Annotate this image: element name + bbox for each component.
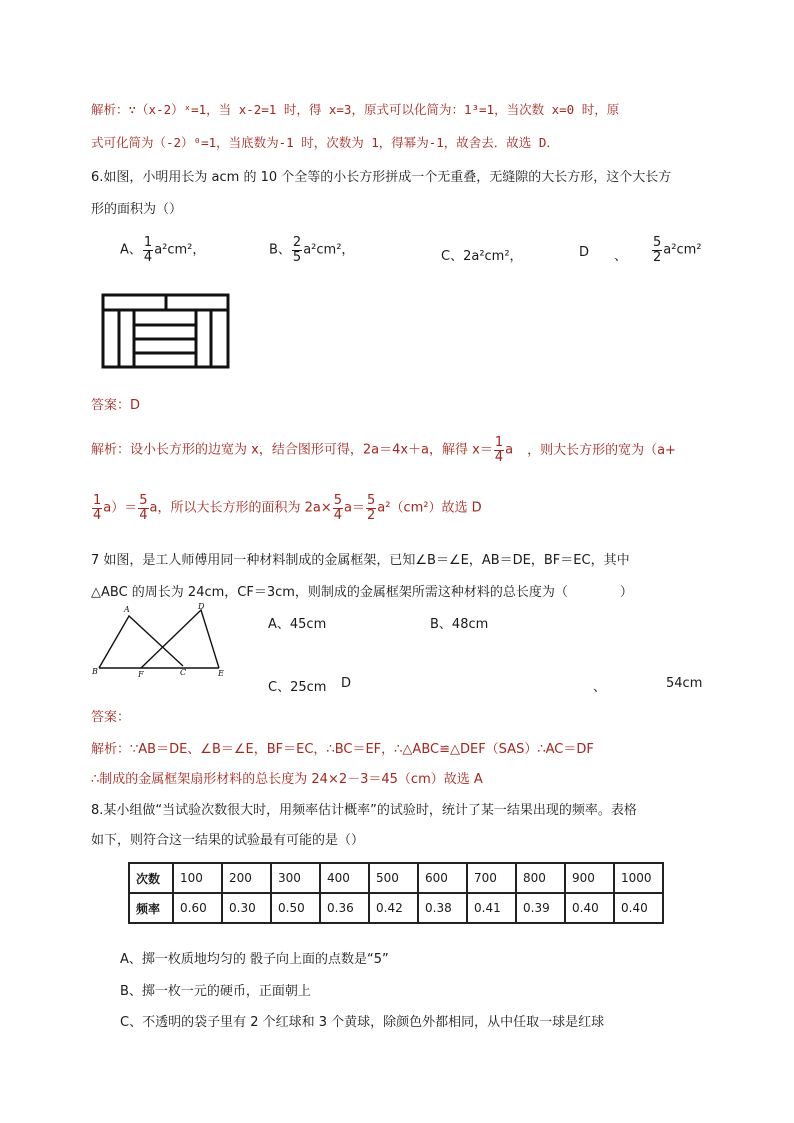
q7-triangle-figure — [91, 602, 235, 678]
row-header-freq: 频率 — [129, 893, 173, 923]
q7-option-d-label: D — [341, 676, 352, 691]
q7-option-d-sep: 、 — [593, 680, 607, 695]
table-cell: 400 — [320, 863, 369, 893]
table-cell: 0.42 — [369, 893, 418, 923]
q6-option-d: $\frac{5}{2}$ a²cm² — [653, 235, 702, 265]
table-cell: 0.40 — [565, 893, 614, 923]
analysis-q5-line2: 式可化简为（-2）⁰=1，当底数为-1 时，次数为 1，得幂为-1，故舍去．故选 D． — [91, 135, 559, 150]
q6-option-d-label: D — [579, 245, 590, 260]
q6-option-c: C、2a²cm²， — [441, 249, 523, 264]
vertex-label-e: E — [218, 669, 224, 678]
q7-option-a: A、45cm — [268, 617, 327, 632]
row-header-count: 次数 — [129, 863, 173, 893]
table-cell: 100 — [173, 863, 222, 893]
analysis-q5-line1: 解析：∵（x-2）ˣ=1，当 x-2=1 时，得 x=3，原式可以化简为：1³=1，当次数 x=0 时，原 — [91, 102, 620, 117]
q8-option-a: A、掷一枚质地均匀的 骰子向上面的点数是“5” — [120, 952, 389, 967]
table-cell: 500 — [369, 863, 418, 893]
table-cell: 700 — [467, 863, 516, 893]
q6-analysis-line2: $\frac{1}{4}$ a）＝ $\frac{5}{4}$ a，所以大长方形的面积为 2a× $\frac{5}{4}$ a＝ $\frac{5}{2}$ a²（cm²）故选 D — [93, 493, 482, 523]
q8-stem-line2: 如下，则符合这一结果的试验最有可能的是（） — [91, 833, 365, 848]
table-cell: 0.41 — [467, 893, 516, 923]
q6-option-a: A、 $\frac{1}{4}$ a²cm²， — [120, 235, 206, 265]
table-cell: 0.40 — [614, 893, 663, 923]
frequency-table — [128, 862, 664, 924]
table-cell: 0.60 — [173, 893, 222, 923]
q6-stem-line2: 形的面积为（） — [91, 202, 183, 217]
q7-analysis-line1: 解析：∵AB＝DE、∠B＝∠E，BF＝EC，∴BC＝EF，∴△ABC≌△DEF（SAS）∴AC＝DF — [91, 742, 594, 757]
q8-option-c: C、不透明的袋子里有 2 个红球和 3 个黄球，除颜色外都相同，从中任取一球是红球 — [120, 1015, 605, 1030]
table-cell: 900 — [565, 863, 614, 893]
table-cell: 0.36 — [320, 893, 369, 923]
q6-stem-line1: 6.如图，小明用长为 acm 的 10 个全等的小长方形拼成一个无重叠，无缝隙的大长方形，这个大长方 — [91, 170, 672, 185]
table-cell: 0.50 — [271, 893, 320, 923]
q6-rectangle-figure — [100, 292, 232, 372]
q6-analysis-line1: 解析：设小长方形的边宽为 x，结合图形可得，2a＝4x＋a，解得 x＝ $\frac{1}{4}$ a ，则大长方形的宽为（a+ — [91, 435, 676, 465]
q7-option-b: B、48cm — [430, 617, 489, 632]
q7-stem-line1: 7 如图，是工人师傅用同一种材料制成的金属框架，已知∠B＝∠E，AB＝DE，BF＝EC，其中 — [91, 553, 630, 568]
table-cell: 300 — [271, 863, 320, 893]
q7-option-c: C、25cm — [268, 680, 327, 695]
vertex-label-c: C — [180, 668, 187, 677]
q6-answer: 答案：D — [91, 398, 141, 413]
q7-stem-line2: △ABC 的周长为 24cm，CF＝3cm，则制成的金属框架所需这种材料的总长度为（ ） — [91, 585, 633, 600]
vertex-label-f: F — [138, 670, 144, 678]
q6-option-b: B、 $\frac{2}{5}$ a²cm²， — [269, 235, 355, 265]
q8-stem-line1: 8.某小组做“当试验次数很大时，用频率估计概率”的试验时，统计了某一结果出现的频率。表格 — [91, 803, 637, 818]
table-cell: 0.38 — [418, 893, 467, 923]
q6-option-d-sep: 、 — [614, 249, 628, 264]
q7-answer: 答案： — [91, 710, 131, 725]
table-row-freqs — [129, 893, 663, 923]
vertex-label-d: D — [198, 602, 205, 611]
table-cell: 200 — [222, 863, 271, 893]
table-row-counts — [129, 863, 663, 893]
table-cell: 0.30 — [222, 893, 271, 923]
table-cell: 600 — [418, 863, 467, 893]
q8-option-b: B、掷一枚一元的硬币，正面朝上 — [120, 984, 311, 999]
q7-analysis-line2: ∴制成的金属框架扇形材料的总长度为 24×2－3＝45（cm）故选 A — [91, 772, 483, 787]
vertex-label-a: A — [124, 605, 130, 614]
table-cell: 1000 — [614, 863, 663, 893]
q7-option-d-value: 54cm — [666, 676, 703, 691]
table-cell: 0.39 — [516, 893, 565, 923]
vertex-label-b: B — [92, 667, 98, 676]
table-cell: 800 — [516, 863, 565, 893]
